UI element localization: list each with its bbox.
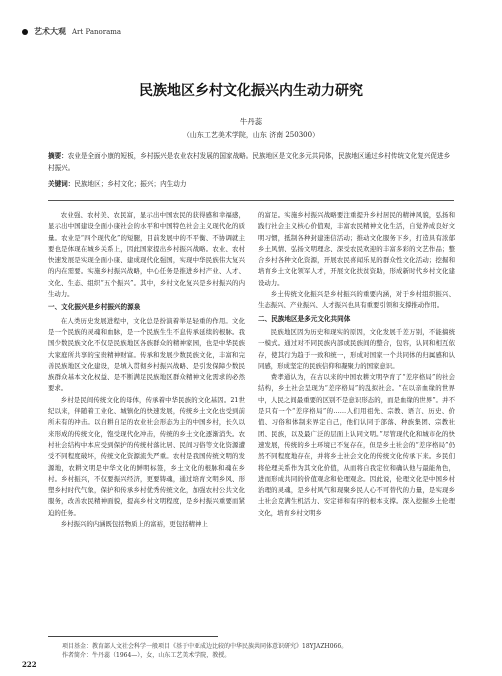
footnote-fund: 项目基金：教育部人文社会科学一般项目《基于中亚成边比较的中华民族共同体意识研究》18YJAZH066。 (62, 643, 348, 650)
body-paragraph: 农业强、农村美、农民富，显示出中国农民的获得感和幸福感，显示出中国建设全面小康社会的水平和中国特色社会主义现代化的质量。农业是“四个现代化”的短腿，目前发展中的不平衡、不协调就主要也是体现在城乡关系上，因此国家提出乡村振兴战略。农业、农村快速发展是实现全面小康、建成现代化强国，实现中华民族伟大复兴的内在需要。实施乡村振兴战略，中心任务是推进乡村产业、人才、文化、生态、组织“五个振兴”。其中，乡村文化复兴是乡村振兴的内生动力。 (48, 211, 245, 299)
article-title: 民族地区乡村文化振兴内生动力研究 (139, 83, 363, 99)
keywords (48, 178, 454, 190)
body-paragraph: 民族地区因为历史和现实的原因，文化发展千差万别，不能搞统一模式。通过对不同民族内部或民族间的整合，包容，认同和相互依存，使其行为趋于一致和统一，形成对国家一个共同体的归属感和认同感，形成坚定的民族信仰和凝聚力的国家意识。 (258, 327, 455, 370)
abstract-label: 摘要： (48, 152, 68, 160)
section-heading: 二、民族地区是多元文化共同体 (258, 314, 351, 323)
footnote (62, 642, 347, 660)
body-paragraph: 乡村振兴的内涵既包括物质上的富裕，更包括精神上 (60, 520, 208, 529)
author-affiliation: （山东工艺美术学院，山东 济南 250300） (182, 131, 320, 139)
page-number: 222 (22, 660, 37, 669)
body-paragraph: 在人类历史发展进程中，文化总是扮演着举足轻重的作用。文化是一个民族的灵魂和血脉，是一个民族生生不息传承延续的根脉。我国少数民族文化不仅是民族地区各族群众的精神家园，也是中华民族大家庭所共享的宝贵精神财富。传承和发展少数民族文化，丰富和完善民族地区文化建设，是填入贯彻乡村振兴战略、是引发保障少数民族群众基本文化权益、是不断满足民族地区群众精神文化需求的必然要求。 (48, 316, 245, 393)
body-paragraph: 乡村是民间传统文化的母体，传承着中华民族的文化基因。21世纪以来，伴随着工业化、城镇化的快速发展，传统乡土文化也受到前所未有的冲击。以自耕自足的农业社会形态为主的中国乡村，长久以来形成的传统文化，饱受现代化冲击，传统的乡土文化逐渐消失。农村社会结构中本应受到保护的传统村落比居、民间习俗等文化资源遭受不同程度破坏，传统文化资源流失严重。农村是我国传统文明的发源地，农耕文明是中华文化的鲜明标签，乡土文化的根脉和魂在乡村。乡村振兴，不仅要振兴经济，更要铸魂，通过培育文明乡风、形塑乡村时代气象，保护和传承乡村优秀传统文化，加强农村公共文化服务，改善农民精神面貌，提高乡村文明程度，是乡村振兴重要而紧迫的任务。 (48, 395, 245, 517)
body-paragraph: 的富足。实施乡村振兴战略要注重提升乡村居民的精神风貌，弘扬和践行社会主义核心价值观，丰富农民精神文化生活，自觉养成良好文明习惯，抵制各种封建迷信活动；推动文化服务下乡，打造具有浓郁乡土风情、弘扬文明理念、深受农民欢迎的丰富多彩的文艺作品；整合乡村各种文化资源，开展农民喜闻乐见的群众性文化活动；挖掘和培育乡土文化领军人才，开展文化扶贫资助，形成新时代乡村文化建设动力。 (258, 211, 455, 287)
keywords-label: 关键词： (48, 180, 75, 188)
footnote-divider (48, 636, 218, 637)
bullet-icon (22, 29, 28, 35)
author-name: 牛丹蕊 (239, 117, 263, 126)
section-heading: 一、文化振兴是乡村振兴的源泉 (48, 303, 141, 312)
body-paragraph: 乡土传统文化振兴是乡村振兴的重要内涵，对于乡村组织振兴、生态振兴、产业振兴、人才振兴也具有重要引领和支撑推动作用。 (258, 290, 455, 310)
journal-header (22, 26, 121, 37)
left-column (48, 210, 245, 530)
column-name-en: Art Panorama (72, 27, 122, 36)
body-paragraph: 费孝通认为，在古以来的中国农耕文明孕育了“差序格局”的社会结构，乡土社会呈现为“差序格局”的乱拟社会。“在以亲血缘的世界中，人民之间最重要的区别不是意识形态的，而是血缘的世界”。并不是只有一个“差序格局”的……人们用祖先、宗教、语言、历史、价值、习俗和体制来界定自己，他们认同于部落、种族集团、宗教社团、民族，以及最广泛的层面上认同文明。”尽管现代化和城市化的快速发展，传统的乡土环境已不复存在，但是乡土社会的“差序格局”仍然不同程度地存在，并将乡土社会文化的传统文化传承下来。乡民们将伦理关系作为其文化价值，从而将自我定位和确认他与最能角色，进而形成共同的价值观念和伦理观念。因此说，伦理文化是中国乡村治理的灵魂，是乡村风气和现聚乡民人心不可替代的力量，是实现乡土社会克满生机活力、安定祥和有序的根本支撑。深入挖掘乡土伦理文化，培育乡村文明乡 (258, 373, 455, 517)
keywords-text: 民族地区；乡村文化；振兴；内生动力 (74, 180, 187, 188)
right-column (258, 210, 455, 519)
footnote-author-bio: 作者简介：牛丹蕊（1964—），女，山东工艺美术学院，教授。 (62, 652, 231, 659)
divider (48, 200, 454, 201)
abstract-text: 农业是全面小康的短板，乡村振兴是农业农村发展的国家战略。民族地区是文化多元共同体，民族地区通过乡村传统文化复兴促进乡村振兴。 (48, 152, 451, 172)
abstract (48, 150, 454, 174)
column-name: 艺术大观 (34, 26, 66, 36)
